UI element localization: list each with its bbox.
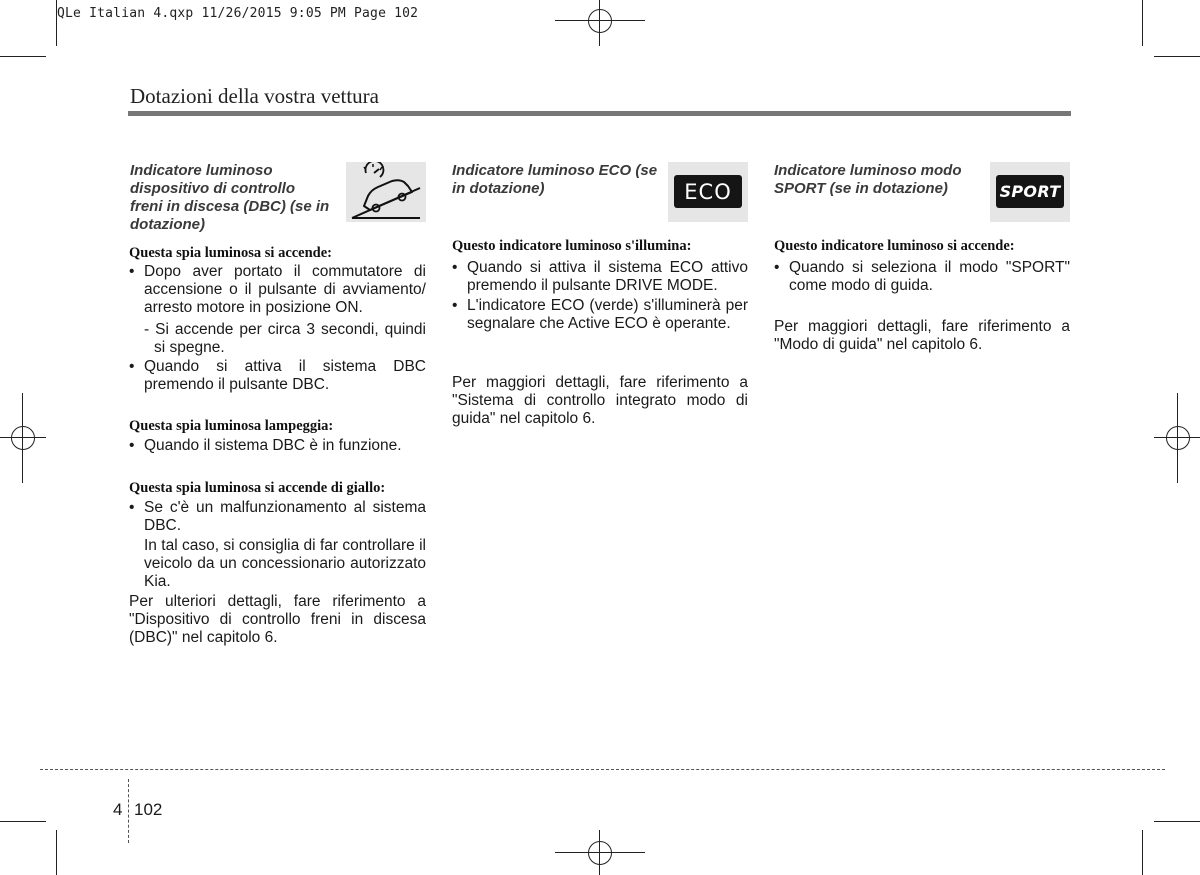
dbc-bullet-malfunction — [129, 499, 426, 535]
sport-indicator-icon-box — [990, 162, 1070, 222]
eco-bullet-green — [452, 297, 748, 333]
crop-mark — [1142, 0, 1143, 46]
dbc-bullet-button — [129, 358, 426, 394]
dbc-bullet-operating — [129, 437, 426, 455]
section-title-sport: Indicatore luminoso modo SPORT (se in dotazione) — [774, 162, 962, 197]
dbc-downhill-car-icon — [346, 162, 426, 222]
page-number: 102 — [134, 800, 163, 819]
subitem-text: - Si accende per circa 3 secondi, quindi si spegne. — [144, 321, 426, 357]
bullet-dot: • — [129, 437, 135, 454]
dbc-heading-blink: Questa spia luminosa lampeggia: — [129, 418, 334, 434]
crop-mark — [56, 830, 57, 875]
dbc-heading-on: Questa spia luminosa si accende: — [129, 245, 333, 261]
bullet-text: Quando si attiva il sistema DBC premendo il pulsante DBC. — [144, 358, 426, 394]
sport-bullet-select — [774, 259, 1070, 295]
registration-mark-left — [0, 393, 46, 483]
bullet-dot: • — [452, 259, 458, 276]
eco-reference: Per maggiori dettagli, fare riferimento a "Sistema di controllo integrato modo di guida" nel capitolo 6. — [452, 374, 748, 428]
registration-mark-right — [1154, 393, 1200, 483]
registration-mark-bottom — [555, 830, 645, 875]
bullet-dot: • — [129, 499, 135, 516]
crop-mark — [1154, 821, 1200, 822]
registration-mark-top — [555, 0, 645, 46]
bullet-text: Quando si seleziona il modo "SPORT" come modo di guida. — [789, 259, 1070, 295]
dbc-subitem-3s — [144, 321, 426, 357]
eco-bullet-activate — [452, 259, 748, 295]
bullet-dot: • — [129, 358, 135, 375]
section-title-dbc: Indicatore luminoso dispositivo di controllo freni in discesa (DBC) (se in dotazione) — [130, 162, 330, 233]
dbc-heading-yellow: Questa spia luminosa si accende di giallo: — [129, 480, 386, 496]
bullet-dot: • — [452, 297, 458, 314]
bullet-text: Se c'è un malfunzionamento al sistema DBC. — [144, 499, 426, 535]
dbc-continuation: In tal caso, si consiglia di far controllare il veicolo da un concessionario autorizzato Kia. — [144, 537, 426, 591]
crop-mark — [0, 821, 46, 822]
chapter-number: 4 — [113, 800, 123, 819]
bullet-dot: • — [774, 259, 780, 276]
bullet-dot: • — [129, 263, 135, 280]
sport-reference: Per maggiori dettagli, fare riferimento a "Modo di guida" nel capitolo 6. — [774, 318, 1070, 354]
dbc-indicator-icon-box — [346, 162, 426, 222]
crop-mark — [1142, 830, 1143, 875]
eco-badge — [674, 175, 742, 208]
eco-heading: Questo indicatore luminoso s'illumina: — [452, 238, 692, 254]
eco-indicator-icon-box — [668, 162, 748, 222]
bullet-text: L'indicatore ECO (verde) s'illuminerà per segnalare che Active ECO è operante. — [467, 297, 748, 333]
crop-mark — [0, 56, 46, 57]
section-title-eco: Indicatore luminoso ECO (se in dotazione) — [452, 162, 658, 197]
print-slug-line: QLe Italian 4.qxp 11/26/2015 9:05 PM Page 102 — [57, 6, 419, 21]
dbc-bullet-ignition — [129, 263, 426, 318]
eco-badge-label: ECO — [684, 179, 732, 204]
dbc-reference: Per ulteriori dettagli, fare riferimento a "Dispositivo di controllo freni in discesa (DBC)" nel capitolo 6. — [129, 593, 426, 647]
header-rule — [128, 111, 1071, 116]
bullet-text: Quando il sistema DBC è in funzione. — [144, 437, 402, 454]
sport-heading: Questo indicatore luminoso si accende: — [774, 238, 1015, 254]
crop-mark — [1154, 56, 1200, 57]
sport-badge — [996, 175, 1064, 208]
page-header-title: Dotazioni della vostra vettura — [130, 84, 379, 108]
sport-badge-label: SPORT — [999, 182, 1061, 201]
bullet-text: Dopo aver portato il commutatore di accensione o il pulsante di avviamento/ arresto motore in posizione ON. — [144, 263, 426, 317]
bullet-text: Quando si attiva il sistema ECO attivo premendo il pulsante DRIVE MODE. — [467, 259, 748, 295]
footer-dashed-rule — [40, 769, 1165, 770]
footer-separator — [128, 779, 129, 843]
